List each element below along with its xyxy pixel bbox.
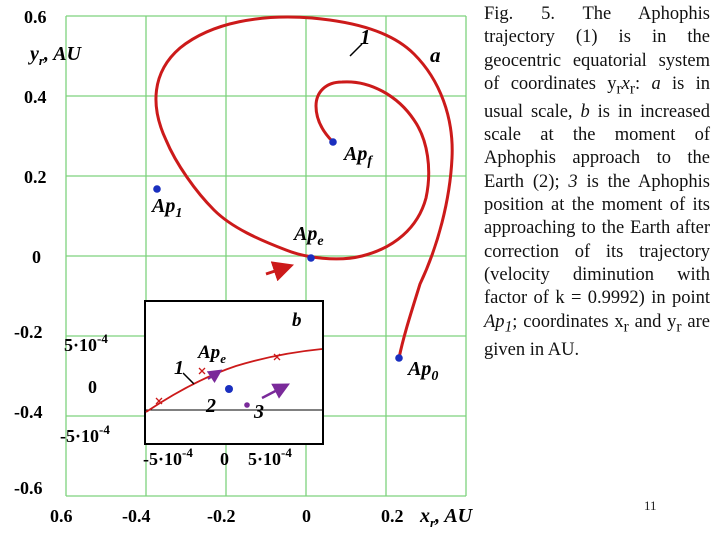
ap-f-point [329, 138, 337, 146]
ap-e-label: $Ap_e$ [294, 223, 324, 249]
caption-text-part: x [621, 73, 630, 94]
ap-1-point [153, 185, 161, 193]
x-tick-label: -0.2 [207, 506, 236, 526]
caption-text-part: The Aphophis trajectory (1) is in the geocentric equatorial system of coordinates y [484, 4, 710, 94]
caption-text [484, 3, 710, 362]
inset-x-tick-label: $5\cdot 10^{-4}$ [248, 445, 292, 469]
ap-e-point [307, 254, 315, 262]
x-tick-label: -0.4 [122, 506, 151, 526]
x-axis-title: $x_r$, AU [420, 505, 473, 530]
caption-text-part: ; coordinates x [512, 311, 624, 332]
caption-text-part: is in increased scale at the moment of Aphophis approach to the Earth (2); [484, 101, 711, 192]
curve-number-label: 1 [360, 25, 371, 49]
inset-y-tick-label: 0 [88, 377, 97, 397]
page-number: 11 [644, 498, 657, 513]
trajectory-arrow [266, 266, 290, 274]
y-tick-label: 0.4 [24, 87, 47, 107]
x-tick-label: 0.2 [381, 506, 404, 526]
caption-italic: 3 [568, 171, 578, 192]
inset-ap-e-label: $Ap_e$ [198, 342, 226, 366]
inset-earth-point [225, 385, 233, 393]
inset-label-3: 3 [254, 401, 264, 423]
caption-text-part: are given in AU. [484, 311, 710, 360]
inset-corrected-point [244, 402, 250, 408]
caption-text-part: is the Aphophis position at the moment of its approaching to the Earth after correction of its trajectory (velocity diminution with factor of k = 0.9992) in point [484, 171, 710, 309]
ap-0-label: $Ap_0$ [408, 358, 439, 384]
ap-f-label: $Ap_f$ [344, 143, 373, 169]
caption-text-part: is in usual scale, [484, 73, 711, 122]
caption-text-part: and y [628, 311, 677, 332]
inset-x-tick-label: $-5\cdot 10^{-4}$ [143, 445, 193, 469]
y-tick-label: 0 [32, 247, 41, 267]
panel-b-label: b [292, 310, 302, 331]
inset-label-1: 1 [174, 357, 184, 379]
ap-0-point [395, 354, 403, 362]
caption-text-part: : [635, 73, 652, 94]
ap-1-label: $Ap_1$ [152, 195, 183, 221]
y-tick-label: 0.6 [24, 7, 47, 27]
caption-fig-label: Fig. 5. [484, 4, 555, 24]
inset-y-tick-label: $5\cdot 10^{-4}$ [64, 331, 108, 355]
y-tick-label: -0.2 [14, 322, 43, 342]
y-tick-label: -0.4 [14, 402, 43, 422]
caption-italic: b [580, 101, 590, 122]
inset-x-tick-label: 0 [220, 449, 229, 469]
caption-subscript: r [616, 80, 622, 98]
x-tick-label: 0.6 [50, 506, 73, 526]
caption-italic: a [651, 73, 661, 94]
inset-label-2: 2 [206, 395, 216, 417]
y-axis-title: $y_r$, AU [30, 43, 81, 68]
caption-subscript: r [623, 318, 629, 336]
caption-subscript: r [629, 80, 636, 98]
figure-caption [484, 3, 710, 362]
x-tick-label: 0 [302, 506, 311, 526]
caption-italic: Ap [484, 311, 505, 332]
panel-a-label: a [430, 43, 441, 67]
caption-subscript: 1 [504, 318, 513, 336]
inset-y-tick-label: $-5\cdot 10^{-4}$ [60, 422, 110, 446]
caption-subscript: r [676, 318, 682, 336]
y-tick-label: -0.6 [14, 478, 43, 498]
y-tick-label: 0.2 [24, 167, 47, 187]
